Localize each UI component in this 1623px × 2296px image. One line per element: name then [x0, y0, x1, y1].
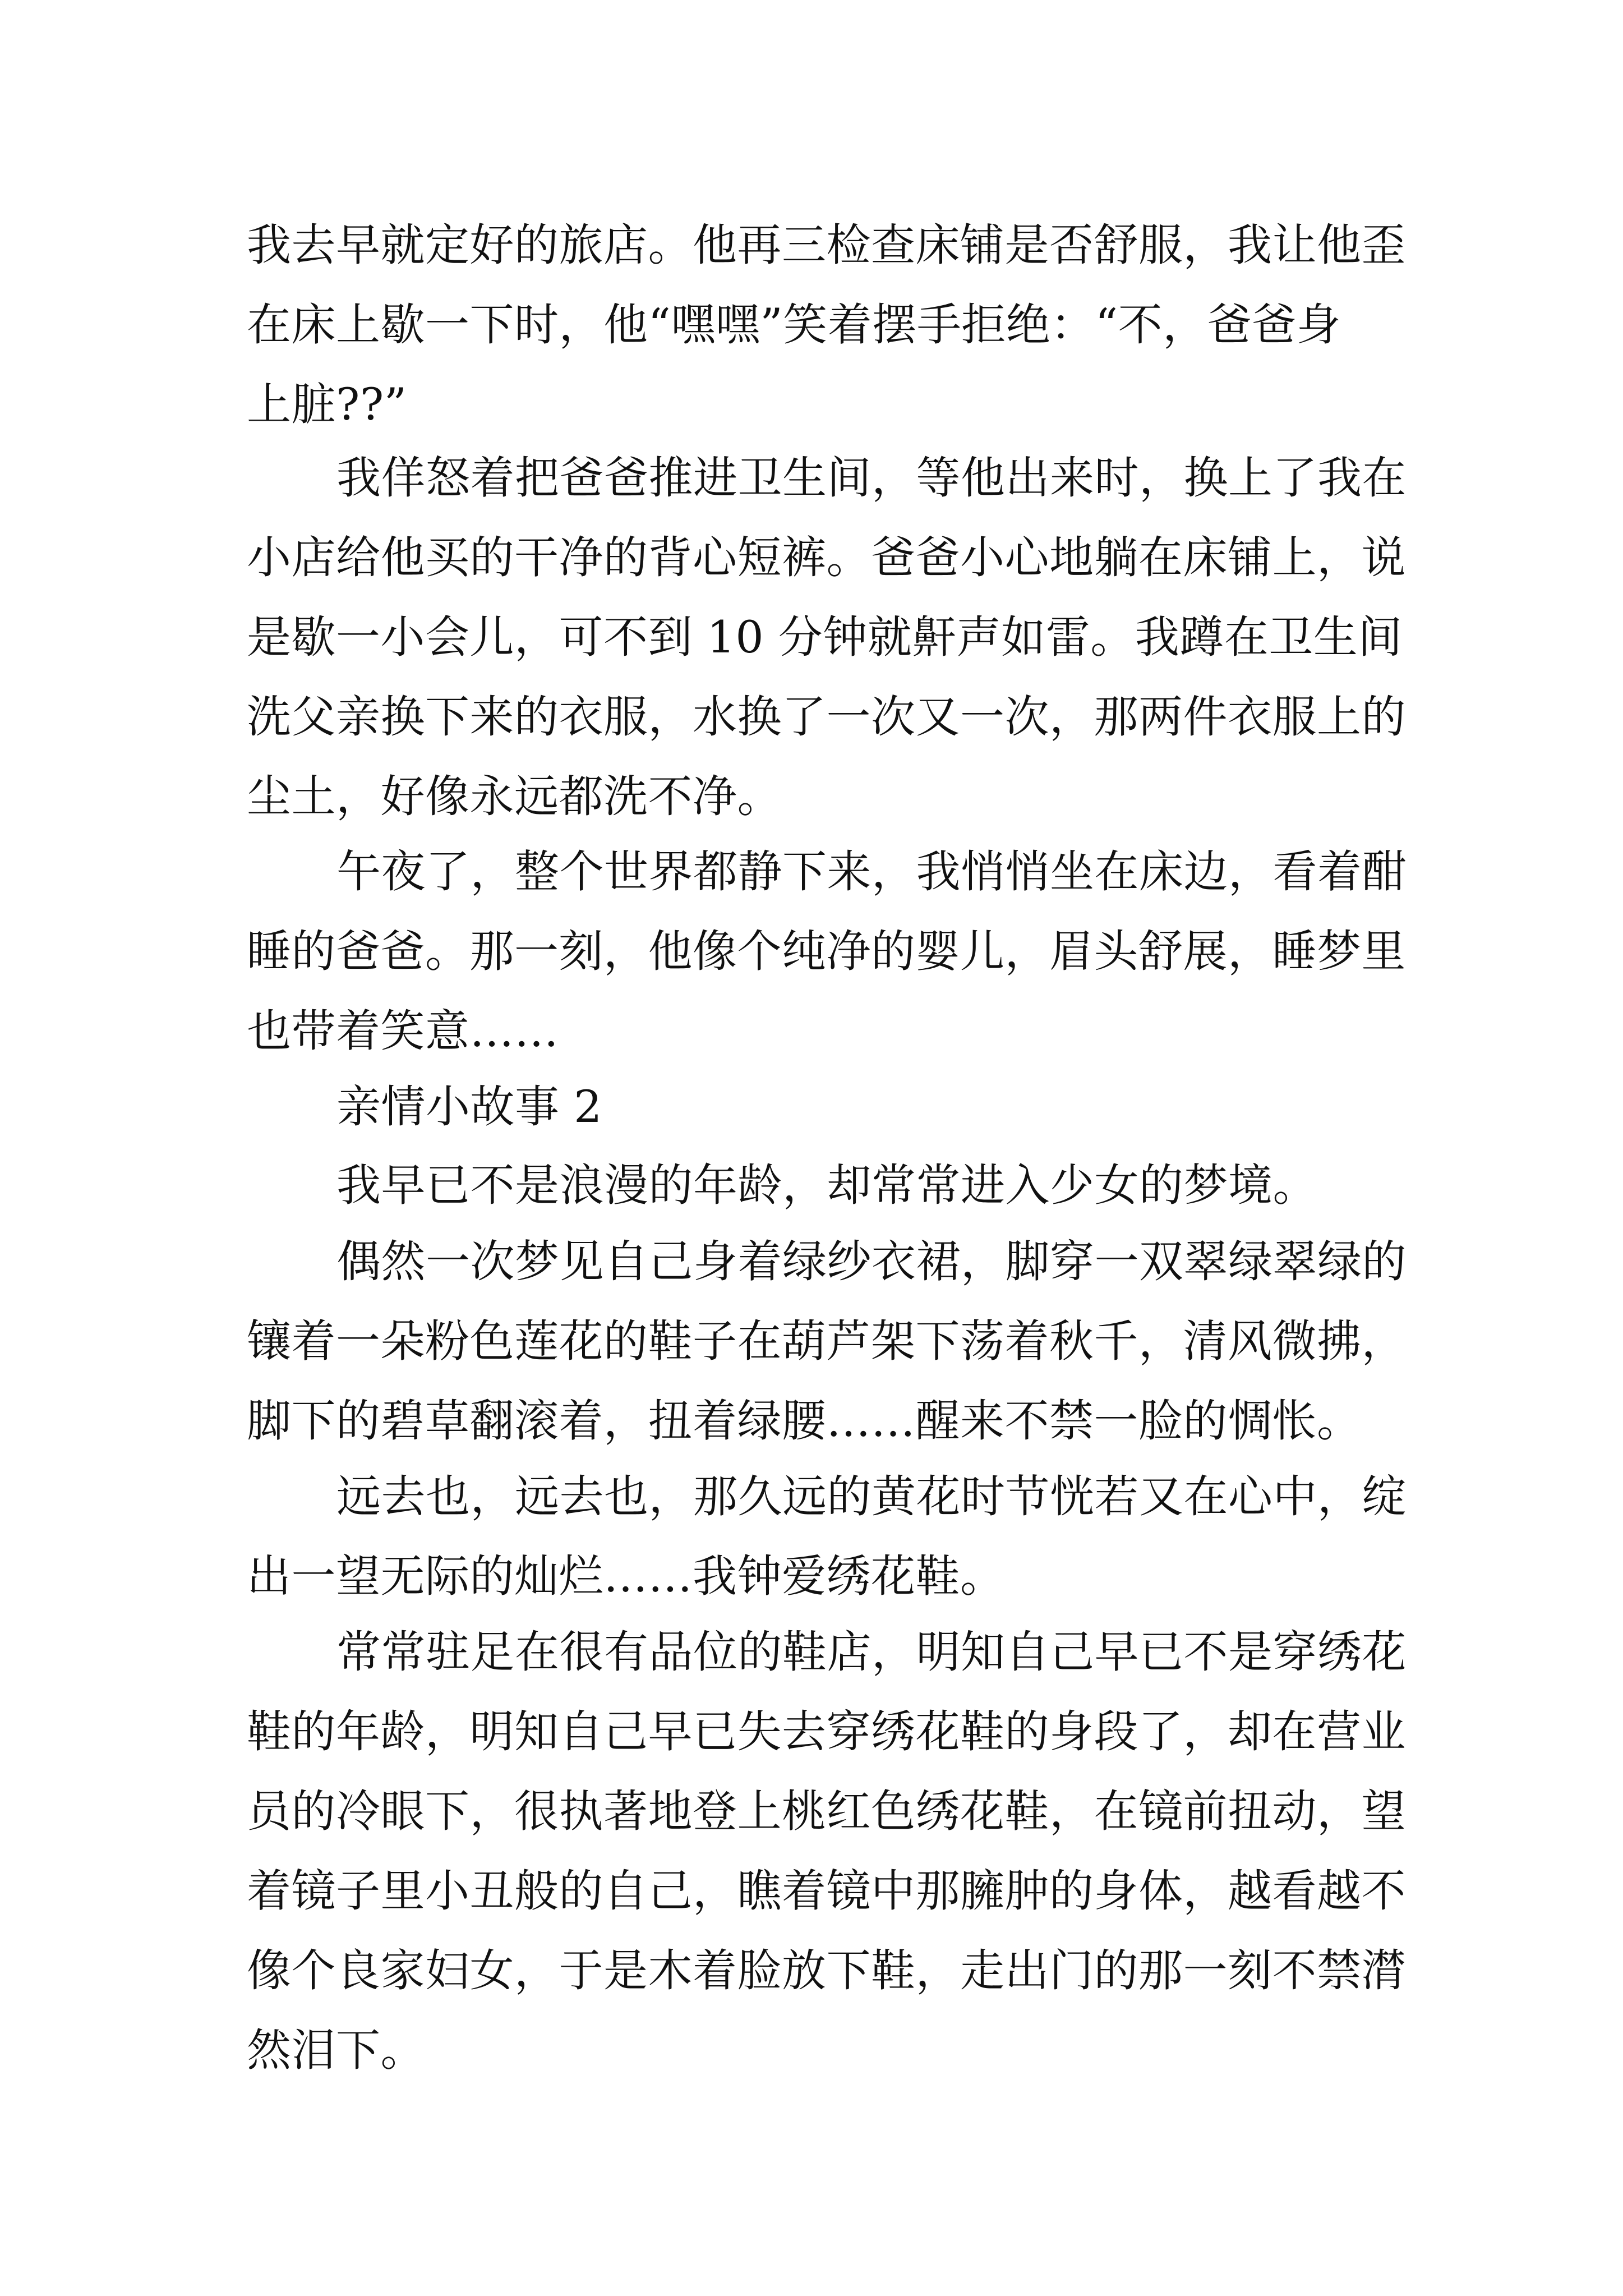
- text-line: 像个良家妇女，于是木着脸放下鞋，走出门的那一刻不禁潸: [247, 1945, 1406, 1996]
- paragraph-start-line: 常常驻足在很有品位的鞋店，明知自己早已不是穿绣花: [336, 1626, 1407, 1678]
- paragraph-start-line: 偶然一次梦见自己身着绿纱衣裙，脚穿一双翠绿翠绿的: [336, 1236, 1407, 1287]
- paragraph-start-line: 我佯怒着把爸爸推进卫生间，等他出来时，换上了我在: [336, 452, 1407, 504]
- section-heading: 亲情小故事 2: [336, 1081, 602, 1133]
- text-line: 然泪下。: [247, 2024, 425, 2076]
- text-line: 着镜子里小丑般的自己，瞧着镜中那臃肿的身体，越看越不: [247, 1865, 1406, 1917]
- paragraph-start-line: 我早已不是浪漫的年龄，却常常进入少女的梦境。: [336, 1159, 1317, 1211]
- text-line: 是歇一小会儿，可不到 10 分钟就鼾声如雷。我蹲在卫生间: [247, 611, 1403, 663]
- text-line: 也带着笑意……: [247, 1005, 559, 1057]
- text-line: 出一望无际的灿烂……我钟爱绣花鞋。: [247, 1550, 1005, 1602]
- text-line: 鞋的年龄，明知自己早已失去穿绣花鞋的身段了，却在营业: [247, 1706, 1406, 1757]
- text-line: 睡的爸爸。那一刻，他像个纯净的婴儿，眉头舒展，睡梦里: [247, 926, 1406, 977]
- text-line: 员的冷眼下，很执著地登上桃红色绣花鞋，在镜前扭动，望: [247, 1786, 1406, 1837]
- paragraph-start-line: 午夜了，整个世界都静下来，我悄悄坐在床边，看着酣: [336, 846, 1407, 898]
- text-line: 脚下的碧草翻滚着，扭着绿腰……醒来不禁一脸的惆怅。: [247, 1395, 1362, 1447]
- text-line: 镶着一朵粉色莲花的鞋子在葫芦架下荡着秋千，清风微拂，: [247, 1315, 1406, 1367]
- text-line: 尘土，好像永远都洗不净。: [247, 771, 782, 822]
- text-line: 小店给他买的干净的背心短裤。爸爸小心地躺在床铺上，说: [247, 532, 1406, 583]
- paragraph-start-line: 远去也，远去也，那久远的黄花时节恍若又在心中，绽: [336, 1471, 1407, 1522]
- text-line: 我去早就定好的旅店。他再三检查床铺是否舒服，我让他歪: [247, 219, 1406, 271]
- text-line: 在床上歇一下时，他“嘿嘿”笑着摆手拒绝：“不，爸爸身: [247, 299, 1341, 351]
- text-line: 上脏??”: [247, 379, 407, 430]
- text-line: 洗父亲换下来的衣服，水换了一次又一次，那两件衣服上的: [247, 691, 1406, 743]
